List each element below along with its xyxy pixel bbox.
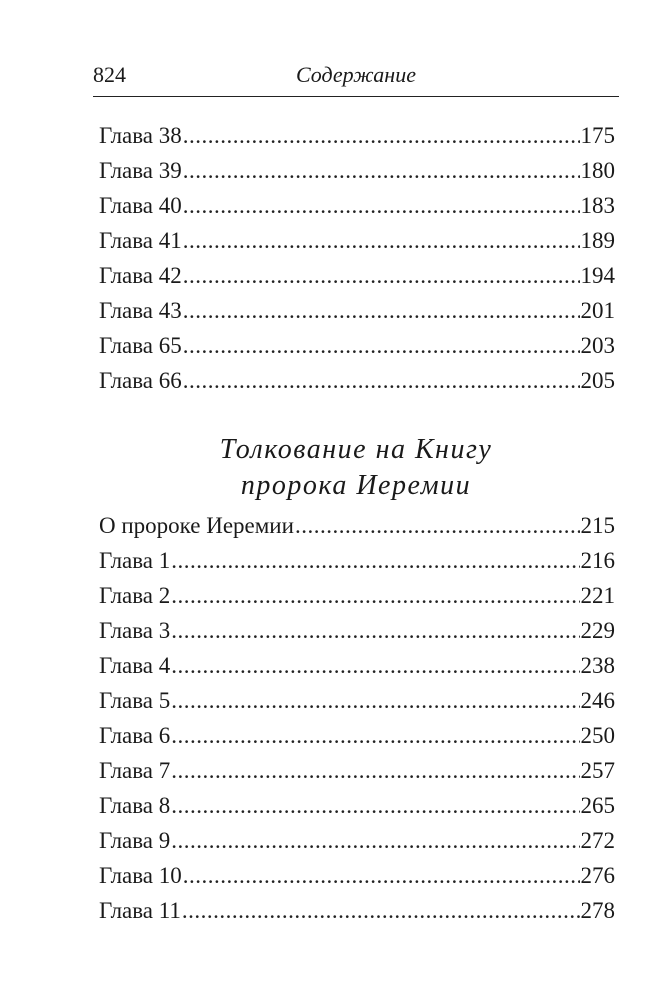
dot-leader xyxy=(171,543,579,578)
toc-entry-page: 276 xyxy=(580,863,615,888)
toc-entry-title: Глава 4 xyxy=(99,653,171,678)
toc-entry xyxy=(99,543,615,578)
toc-entry-title: Глава 8 xyxy=(99,793,171,818)
toc-entry-page: 238 xyxy=(580,653,615,678)
dot-leader xyxy=(183,153,580,188)
toc-entry-page: 189 xyxy=(580,228,615,253)
toc-entry-title: Глава 38 xyxy=(99,123,182,148)
toc-entry-title: Глава 3 xyxy=(99,618,171,643)
toc-entry xyxy=(99,258,615,293)
toc-entry-page: 272 xyxy=(580,828,615,853)
toc-entry-page: 221 xyxy=(580,583,615,608)
dot-leader xyxy=(171,718,579,753)
section-heading-line: пророка Иеремии xyxy=(240,470,472,501)
toc-entry-title: Глава 43 xyxy=(99,298,182,323)
toc-entry-title: Глава 10 xyxy=(99,863,182,888)
toc-entry xyxy=(99,188,615,223)
dot-leader xyxy=(295,508,580,543)
dot-leader xyxy=(171,648,579,683)
toc-entry xyxy=(99,508,615,543)
toc-entry-title: Глава 41 xyxy=(99,228,182,253)
page-number: 824 xyxy=(93,62,126,87)
dot-leader xyxy=(171,613,579,648)
toc-entry xyxy=(99,223,615,258)
toc-entry-title: Глава 11 xyxy=(99,898,181,923)
toc-entry xyxy=(99,718,615,753)
toc-entry-page: 183 xyxy=(580,193,615,218)
toc-entry xyxy=(99,118,615,153)
dot-leader xyxy=(183,118,580,153)
toc-entry-title: Глава 40 xyxy=(99,193,182,218)
toc-entry xyxy=(99,823,615,858)
toc-entry xyxy=(99,293,615,328)
toc-entry-page: 278 xyxy=(580,898,615,923)
toc-entry-page: 201 xyxy=(580,298,615,323)
section-heading-line: Толкование на Книгу xyxy=(219,434,493,465)
toc-entry xyxy=(99,788,615,823)
toc-entry-title: Глава 2 xyxy=(99,583,171,608)
toc-entry-title: Глава 9 xyxy=(99,828,171,853)
dot-leader xyxy=(183,328,580,363)
toc-entry xyxy=(99,613,615,648)
toc-entry xyxy=(99,893,615,928)
dot-leader xyxy=(182,893,580,928)
page-header xyxy=(93,62,619,97)
dot-leader xyxy=(183,188,580,223)
toc-entry-page: 216 xyxy=(580,548,615,573)
dot-leader xyxy=(171,823,579,858)
toc-entry xyxy=(99,683,615,718)
toc-entry xyxy=(99,753,615,788)
toc-entry-page: 250 xyxy=(580,723,615,748)
toc-entry-page: 180 xyxy=(580,158,615,183)
toc-entry xyxy=(99,578,615,613)
toc-entry-title: Глава 1 xyxy=(99,548,171,573)
dot-leader xyxy=(183,293,580,328)
toc-entry-title: Глава 42 xyxy=(99,263,182,288)
toc-entry-page: 265 xyxy=(580,793,615,818)
toc-entry-title: Глава 5 xyxy=(99,688,171,713)
dot-leader xyxy=(171,788,579,823)
toc-entry-title: Глава 39 xyxy=(99,158,182,183)
toc-entry xyxy=(99,648,615,683)
toc-entry-page: 257 xyxy=(580,758,615,783)
dot-leader xyxy=(183,363,580,398)
section-heading xyxy=(93,432,619,504)
toc-entry-page: 194 xyxy=(580,263,615,288)
toc-list-top xyxy=(99,118,615,398)
toc-entry xyxy=(99,363,615,398)
toc-entry-page: 203 xyxy=(580,333,615,358)
toc-entry-title: Глава 66 xyxy=(99,368,182,393)
dot-leader xyxy=(183,223,580,258)
toc-entry-page: 175 xyxy=(580,123,615,148)
toc-entry xyxy=(99,858,615,893)
toc-entry-page: 215 xyxy=(580,513,615,538)
dot-leader xyxy=(171,753,579,788)
toc-entry-page: 205 xyxy=(580,368,615,393)
dot-leader xyxy=(183,258,580,293)
toc-entry-title: О пророке Иеремии xyxy=(99,513,294,538)
toc-entry-title: Глава 7 xyxy=(99,758,171,783)
toc-entry xyxy=(99,153,615,188)
toc-entry-page: 229 xyxy=(580,618,615,643)
toc-list-bottom xyxy=(99,508,615,928)
toc-entry-title: Глава 65 xyxy=(99,333,182,358)
dot-leader xyxy=(171,683,579,718)
running-title: Содержание xyxy=(295,62,416,87)
toc-entry-title: Глава 6 xyxy=(99,723,171,748)
dot-leader xyxy=(183,858,580,893)
dot-leader xyxy=(171,578,579,613)
toc-entry-page: 246 xyxy=(580,688,615,713)
toc-entry xyxy=(99,328,615,363)
